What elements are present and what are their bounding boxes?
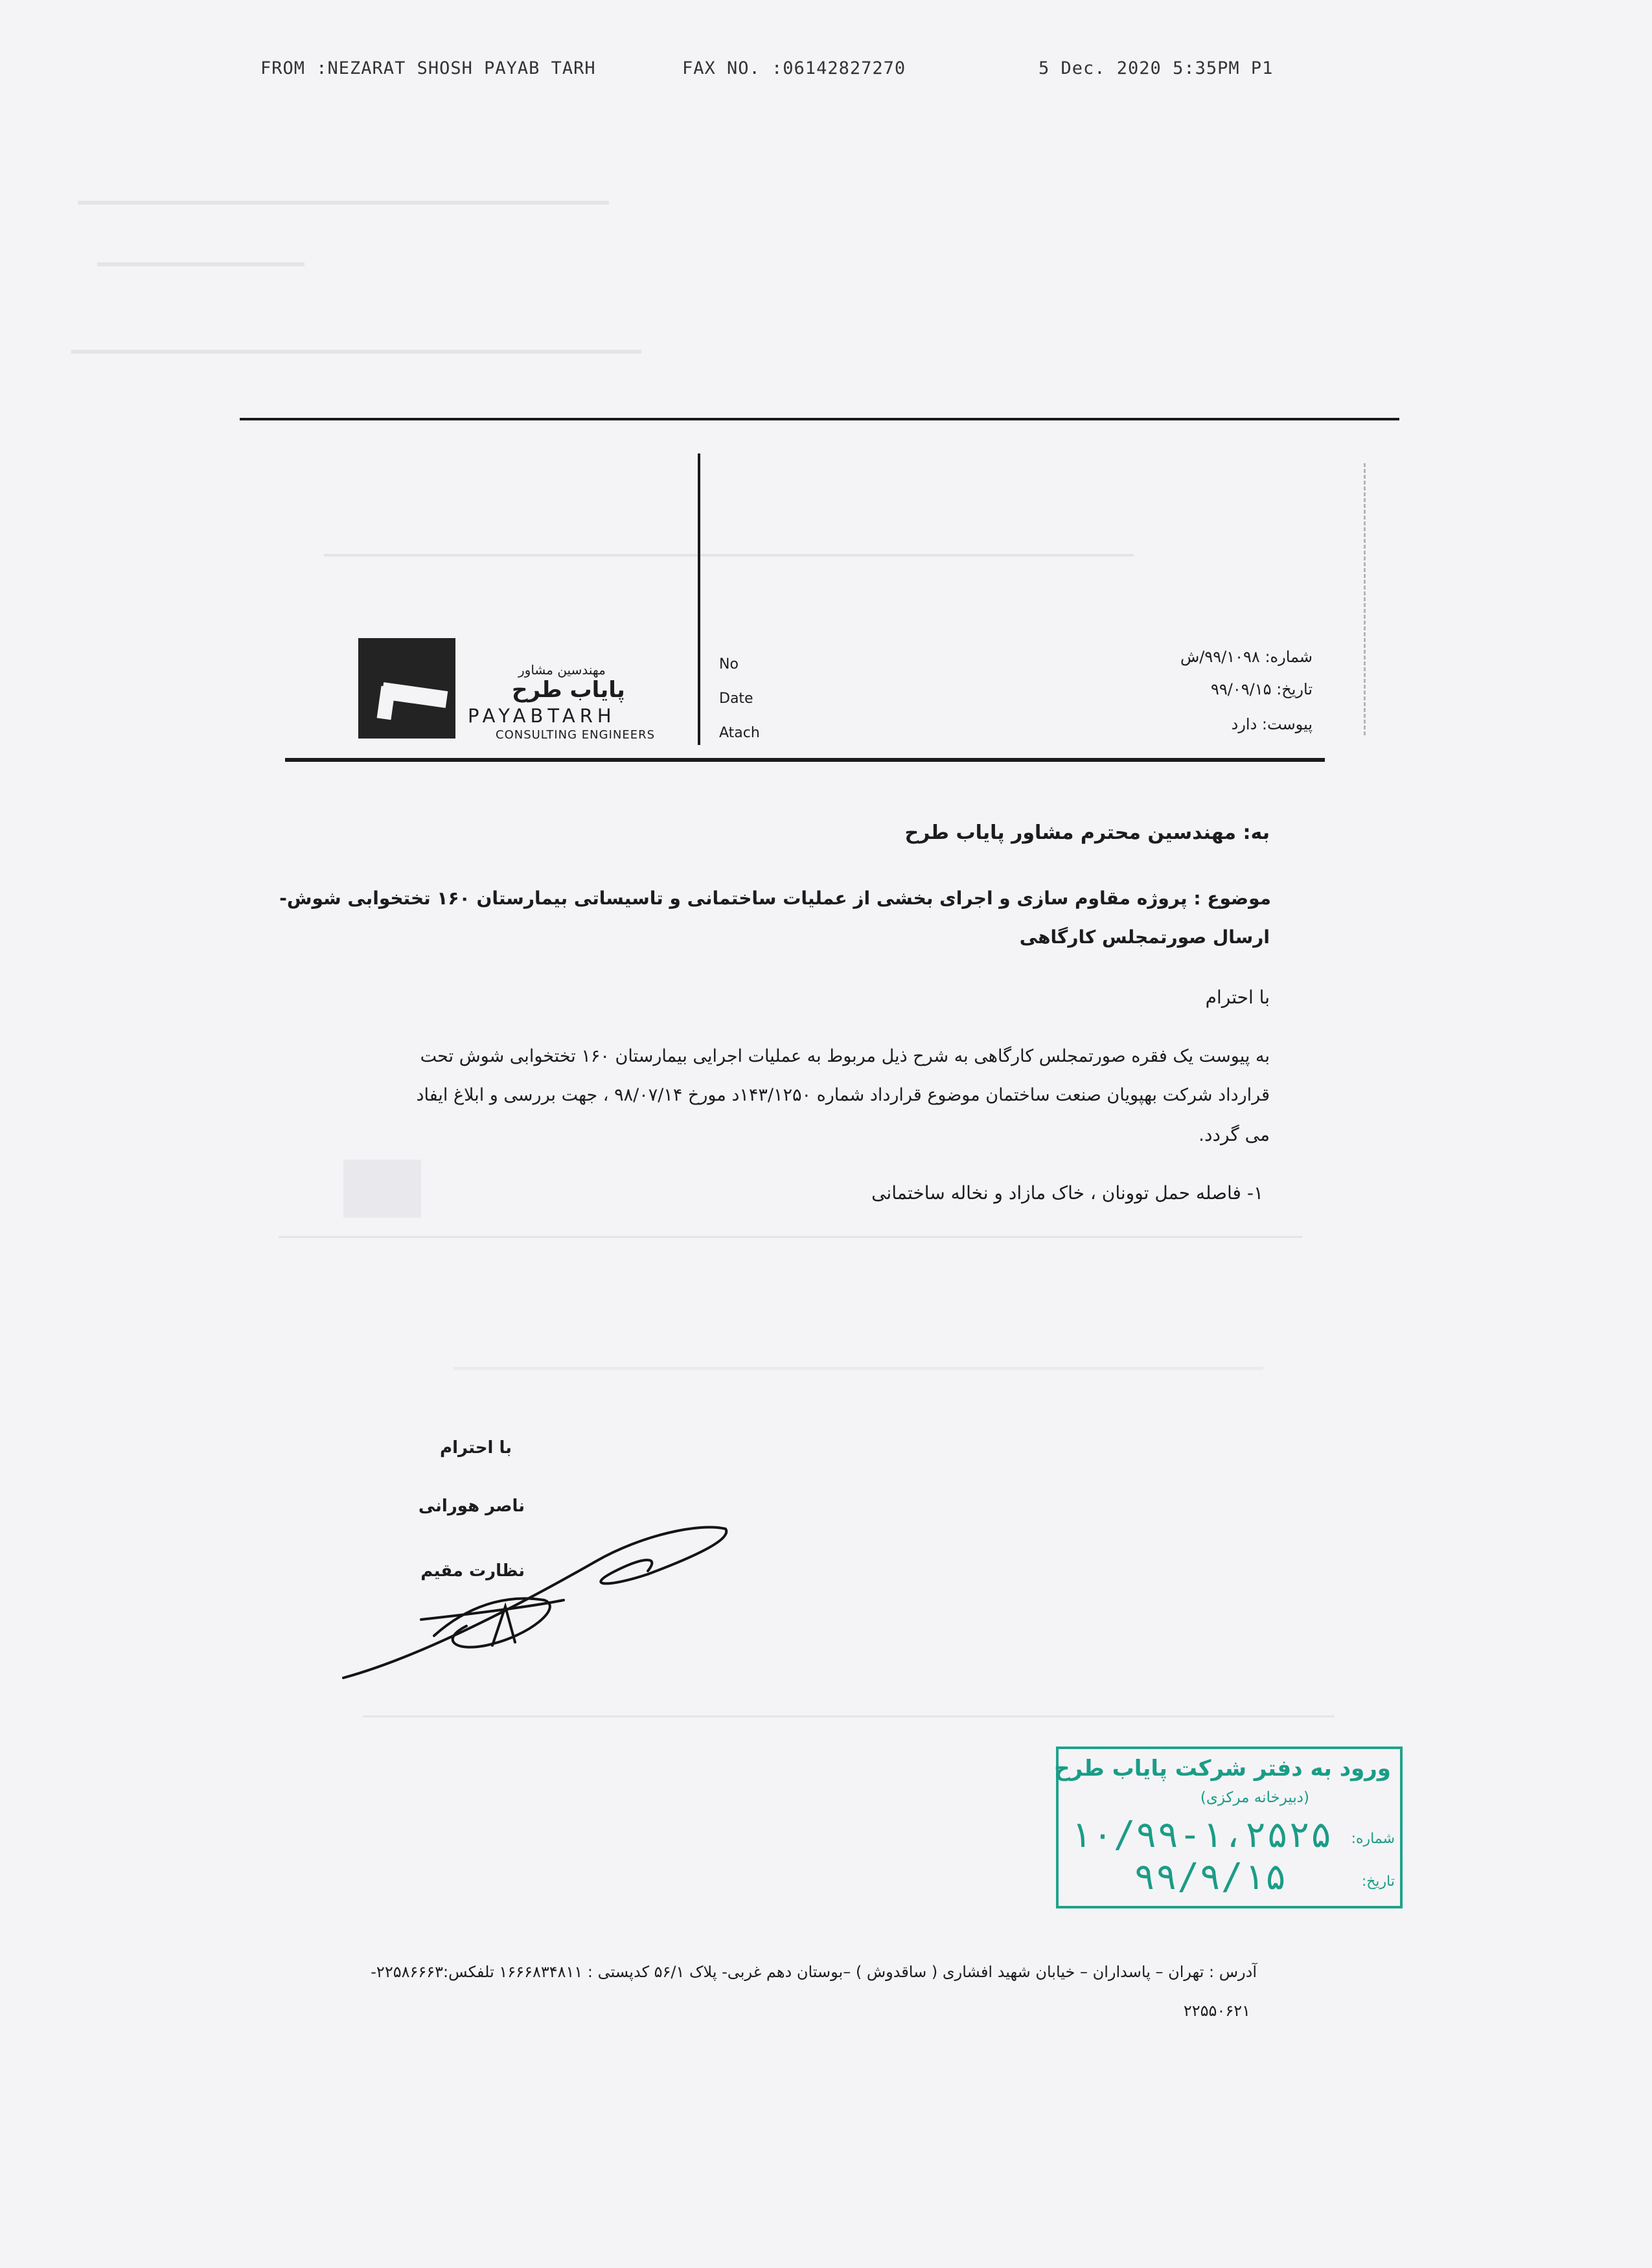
body-line-2: قرارداد شرکت بهپویان صنعت ساختمان موضوع قرارداد شماره ۱۴۳/۱۲۵۰د مورخ ۹۸/۰۷/۱۴ ، جهت بررسی و ابلاغ ایفاد bbox=[416, 1085, 1270, 1105]
meta-label-attach: Atach bbox=[719, 725, 760, 741]
letter-date: تاریخ: ۹۹/۰۹/۱۵ bbox=[1211, 680, 1313, 698]
stamp-date-value: ۹۹/۹/۱۵ bbox=[1133, 1856, 1287, 1898]
footer-phone: ۲۲۵۵۰۶۲۱ bbox=[1183, 2002, 1250, 2020]
body-line-3: می گردد. bbox=[1199, 1124, 1270, 1145]
letterhead-bottom-rule bbox=[285, 758, 1325, 762]
closing: با احترام bbox=[440, 1438, 512, 1458]
letterhead-divider bbox=[698, 453, 700, 745]
subject-line-2: ارسال صورتمجلس کارگاهی bbox=[1019, 926, 1270, 948]
meta-label-date: Date bbox=[719, 691, 753, 707]
logo-en-sub: CONSULTING ENGINEERS bbox=[496, 728, 656, 742]
letterhead-top-rule bbox=[240, 418, 1399, 420]
fax-datetime: 5 Dec. 2020 5:35PM P1 bbox=[1038, 58, 1274, 78]
ghost-mark bbox=[97, 262, 304, 266]
ghost-logo bbox=[343, 1160, 421, 1218]
signer-title: نظارت مقیم bbox=[420, 1561, 525, 1581]
ghost-mark bbox=[279, 1236, 1302, 1238]
ghost-mark bbox=[363, 1715, 1335, 1717]
footer-address: آدرس : تهران – پاسداران – خیابان شهید افشاری ( ساقدوش ) –بوستان دهم غربی- پلاک ۵۶/۱ کدپستی : ۱۶۶۶۸۳۴۸۱۱ تلفکس:۲۲۵۸۶۶۶۳- bbox=[371, 1963, 1257, 1981]
greeting: با احترام bbox=[1205, 987, 1270, 1008]
subject-line-1: موضوع : پروژه مقاوم سازی و اجرای بخشی از عملیات ساختمانی و تاسیساتی بیمارستان ۱۶۰ تختخوابی شوش- bbox=[279, 888, 1271, 909]
fax-from: FROM :NEZARAT SHOSH PAYAB TARH bbox=[260, 58, 596, 78]
stamp-date-label: تاریخ: bbox=[1361, 1873, 1395, 1890]
ghost-mark bbox=[324, 554, 1134, 556]
stamp-subtitle: (دبیرخانه مرکزی) bbox=[1200, 1789, 1309, 1806]
logo-fa-small: مهندسین مشاور bbox=[518, 662, 606, 678]
recipient: به: مهندسین محترم مشاور پایاب طرح bbox=[904, 821, 1270, 844]
signer-name: ناصر هورانی bbox=[418, 1496, 525, 1516]
stamp-number-value: ۱۰/۹۹-۱،۲۵۲۵ bbox=[1070, 1814, 1332, 1856]
ghost-mark bbox=[71, 350, 641, 354]
stamp-number-label: شماره: bbox=[1351, 1831, 1395, 1847]
body-line-1: به پیوست یک فقره صورتمجلس کارگاهی به شرح ذیل مربوط به عملیات اجرایی بیمارستان ۱۶۰ تختخوابی شوش تحت bbox=[420, 1046, 1270, 1066]
ghost-mark bbox=[453, 1367, 1263, 1370]
letter-number: شماره: ۹۹/۱۰۹۸/ش bbox=[1180, 648, 1313, 666]
logo-fa-name: پایاب طرح bbox=[512, 677, 625, 703]
signature-icon bbox=[337, 1509, 739, 1691]
meta-label-no: No bbox=[719, 656, 739, 672]
ghost-mark bbox=[78, 201, 609, 205]
letterhead-edge bbox=[1364, 463, 1366, 735]
fax-number: FAX NO. :06142827270 bbox=[682, 58, 906, 78]
logo-en-name: PAYABTARH bbox=[468, 705, 616, 727]
entry-stamp bbox=[1056, 1747, 1403, 1908]
stamp-title: ورود به دفتر شرکت پایاب طرح bbox=[1054, 1756, 1391, 1781]
letter-attachment: پیوست: دارد bbox=[1231, 715, 1313, 733]
list-item-1: ۱- فاصله حمل توونان ، خاک مازاد و نخاله ساختمانی bbox=[871, 1182, 1263, 1204]
